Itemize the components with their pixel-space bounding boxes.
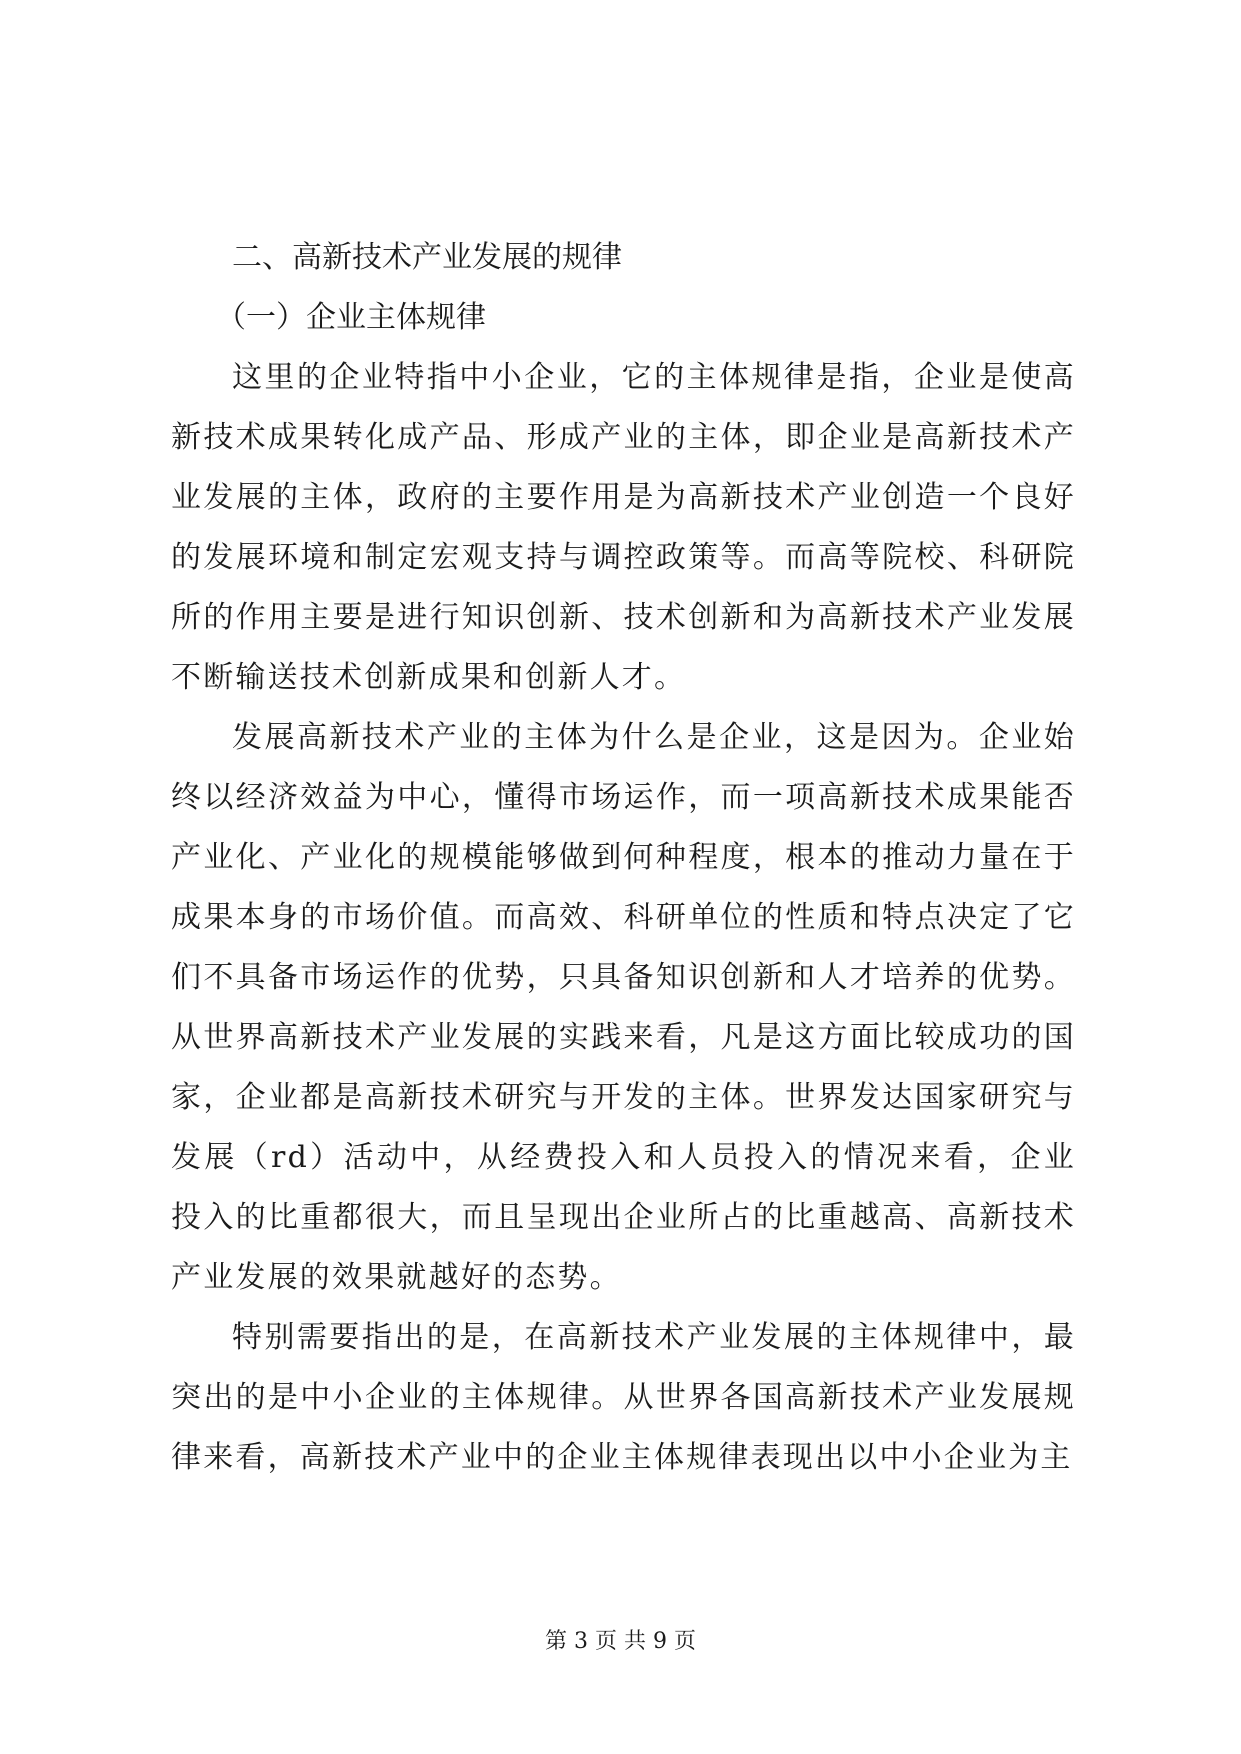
page-number-footer: 第 3 页 共 9 页: [545, 1629, 696, 1654]
subsection-heading: （一）企业主体规律: [216, 300, 486, 335]
paragraph-2: 发展高新技术产业的主体为什么是企业，这是因为。企业始终以经济效益为中心，懂得市场运作，而一项高新技术成果能否产业化、产业化的规模能够做到何种程度，根本的推动力量在于成果本身的市场价值。而高效、科研单位的性质和特点决定了它们不具备市场运作的优势，只具备知识创新和人才培养的优势。从世界高新技术产业发展的实践来看，凡是这方面比较成功的国家，企业都是高新技术研究与开发的主体。世界发达国家研究与发展（rd）活动中，从经费投入和人员投入的情况来看，企业投入的比重都很大，而且呈现出企业所占的比重越高、高新技术产业发展的效果就越好的态势。: [171, 720, 1076, 1295]
document-body: [171, 228, 1076, 1488]
paragraph-1: 这里的企业特指中小企业，它的主体规律是指，企业是使高新技术成果转化成产品、形成产业的主体，即企业是高新技术产业发展的主体，政府的主要作用是为高新技术产业创造一个良好的发展环境和制定宏观支持与调控政策等。而高等院校、科研院所的作用主要是进行知识创新、技术创新和为高新技术产业发展不断输送技术创新成果和创新人才。: [171, 360, 1076, 695]
section-heading: 二、高新技术产业发展的规律: [232, 240, 622, 275]
paragraph-3: 特别需要指出的是，在高新技术产业发展的主体规律中，最突出的是中小企业的主体规律。从世界各国高新技术产业发展规律来看，高新技术产业中的企业主体规律表现出以中小企业为主: [171, 1320, 1076, 1475]
